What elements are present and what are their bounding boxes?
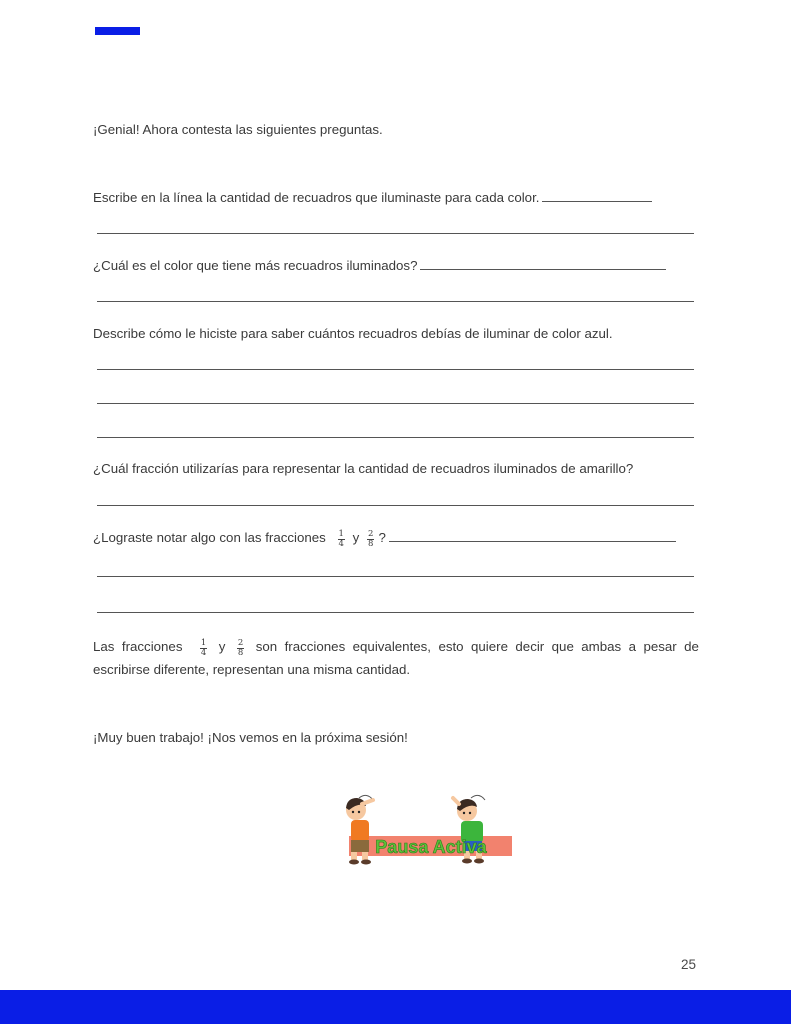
fraction-one-quarter: $\frac{1}{4}$ — [338, 529, 344, 549]
question-4-text: ¿Cuál fracción utilizarías para representar la cantidad de recuadros iluminados de amarillo? — [93, 461, 634, 476]
answer-line[interactable] — [97, 369, 694, 370]
banner-text: Pausa Activa — [375, 837, 487, 857]
explanation-line-1: Las fracciones $\frac{1}{4}$ y $\frac{2}{8}$ son fracciones equivalentes, esto quiere decir que ambas a pesar de — [93, 638, 699, 658]
answer-line[interactable] — [389, 540, 676, 542]
fraction-one-quarter: $\frac{1}{4}$ — [200, 638, 207, 658]
answer-line[interactable] — [97, 576, 694, 577]
question-2-text: ¿Cuál es el color que tiene más recuadros iluminados? — [93, 258, 418, 273]
answer-line[interactable] — [542, 200, 652, 202]
answer-line[interactable] — [97, 301, 694, 302]
question-3-text: Describe cómo le hiciste para saber cuántos recuadros debías de iluminar de color azul. — [93, 326, 613, 341]
pausa-activa-illustration — [337, 790, 517, 870]
intro-text: ¡Genial! Ahora contesta las siguientes preguntas. — [93, 122, 383, 137]
fraction-two-eighths: $\frac{2}{8}$ — [237, 638, 244, 658]
question-5 — [93, 529, 676, 548]
closing-text: ¡Muy buen trabajo! ¡Nos vemos en la próxima sesión! — [93, 730, 408, 745]
explanation-line-2: escribirse diferente, representan una misma cantidad. — [93, 662, 411, 677]
answer-line[interactable] — [97, 612, 694, 613]
answer-line[interactable] — [97, 505, 694, 506]
answer-line[interactable] — [97, 233, 694, 234]
answer-line[interactable] — [97, 437, 694, 438]
top-accent-bar — [95, 27, 140, 35]
question-1-text: Escribe en la línea la cantidad de recuadros que iluminaste para cada color. — [93, 190, 540, 205]
bottom-accent-bar — [0, 990, 791, 1024]
answer-line[interactable] — [97, 403, 694, 404]
page-number: 25 — [681, 957, 697, 972]
question-mark: ? — [378, 530, 386, 546]
connector-text: y — [352, 530, 360, 546]
fraction-two-eighths: $\frac{2}{8}$ — [368, 529, 374, 549]
question-1 — [93, 189, 652, 207]
question-2 — [93, 257, 666, 275]
question-5-text: ¿Lograste notar algo con las fracciones — [93, 530, 326, 546]
answer-line[interactable] — [420, 268, 666, 270]
